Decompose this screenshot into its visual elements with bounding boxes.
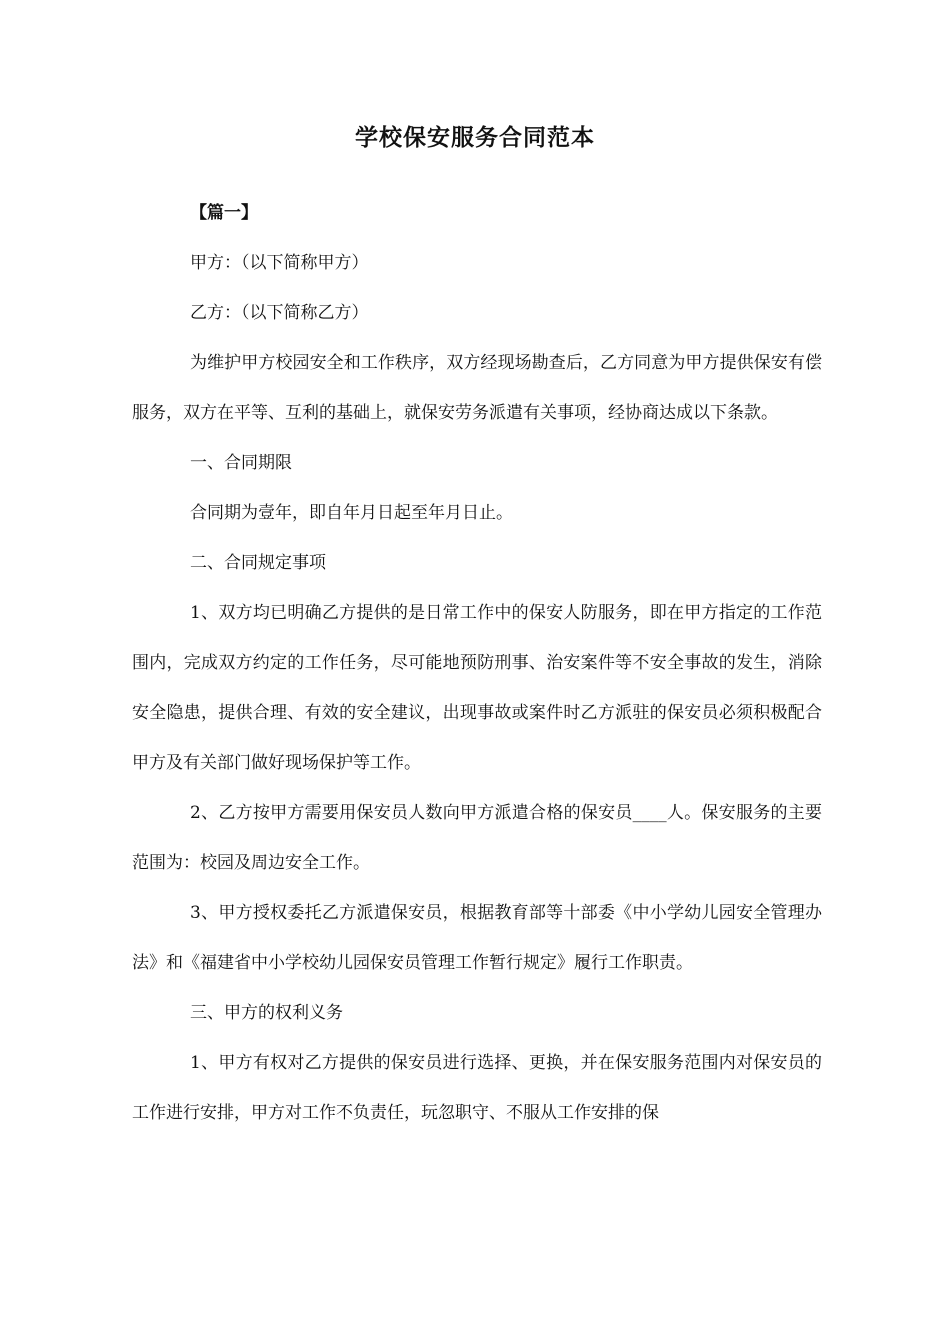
clause-heading-matters: 二、合同规定事项 [190, 553, 326, 573]
matters-item-2: 2、乙方按甲方需要用保安员人数向甲方派遣合格的保安员____人。保安服务的主要范围为：校园及周边安全工作。 [132, 803, 822, 873]
party-b-line: 乙方：（以下简称乙方） [190, 303, 369, 323]
preamble-paragraph: 为维护甲方校园安全和工作秩序，双方经现场勘查后，乙方同意为甲方提供保安有偿服务，双方在平等、互利的基础上，就保安劳务派遣有关事项，经协商达成以下条款。 [132, 353, 822, 423]
contract-term-paragraph: 合同期为壹年，即自年月日起至年月日止。 [190, 503, 513, 523]
clause-heading-term: 一、合同期限 [190, 453, 292, 473]
section-heading-part-one: 【篇一】 [190, 203, 258, 223]
matters-item-3: 3、甲方授权委托乙方派遣保安员，根据教育部等十部委《中小学幼儿园安全管理办法》和《福建省中小学校幼儿园保安员管理工作暂行规定》履行工作职责。 [132, 903, 822, 973]
document-body [132, 188, 822, 1138]
document-title: 学校保安服务合同范本 [355, 125, 595, 151]
matters-item-1: 1、双方均已明确乙方提供的是日常工作中的保安人防服务，即在甲方指定的工作范围内，完成双方约定的工作任务，尽可能地预防刑事、治安案件等不安全事故的发生，消除安全隐患，提供合理、有效的安全建议，出现事故或案件时乙方派驻的保安员必须积极配合甲方及有关部门做好现场保护等工作。 [132, 603, 822, 773]
party-a-line: 甲方：（以下简称甲方） [190, 253, 369, 273]
clause-heading-party-a-rights: 三、甲方的权利义务 [190, 1003, 343, 1023]
party-a-rights-item-1: 1、甲方有权对乙方提供的保安员进行选择、更换，并在保安服务范围内对保安员的工作进行安排，甲方对工作不负责任，玩忽职守、不服从工作安排的保 [132, 1053, 822, 1123]
